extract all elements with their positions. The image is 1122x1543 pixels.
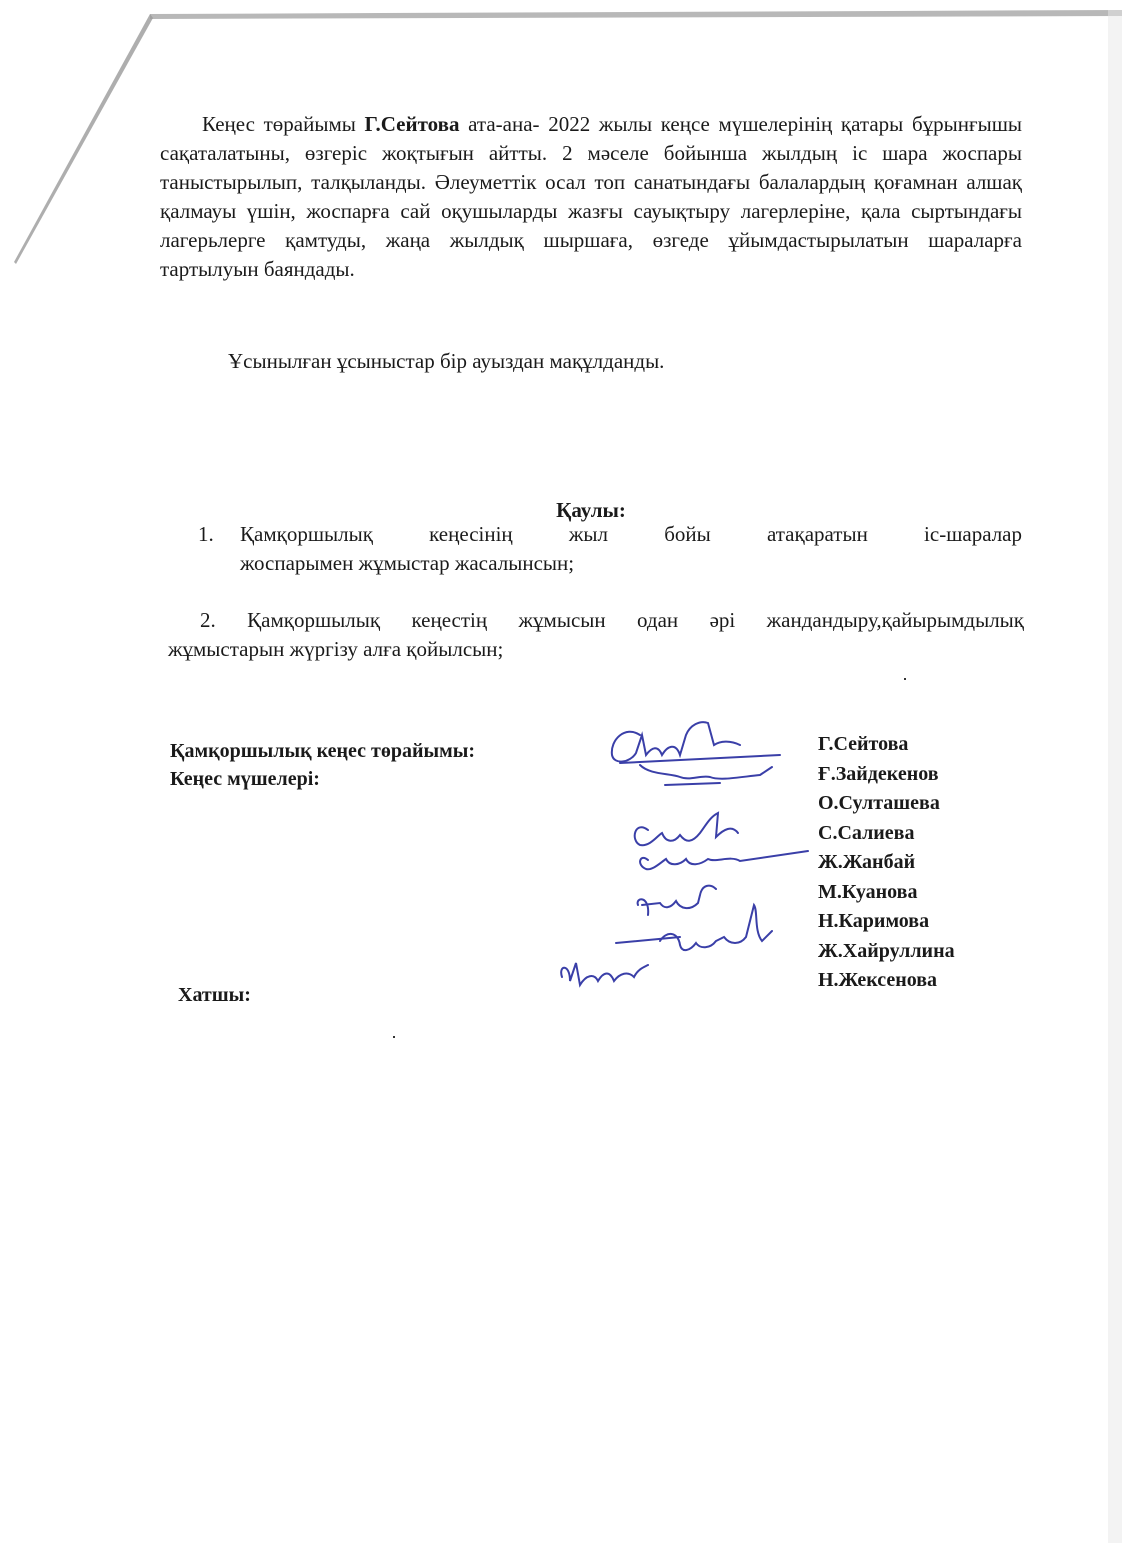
member-name: С.Салиева — [818, 821, 915, 844]
handwritten-signatures — [540, 705, 820, 1015]
resolution-heading: Қаулы: — [556, 498, 626, 522]
resolution-item-2-line2: жұмыстарын жүргізу алға қойылсын; — [168, 637, 504, 661]
member-name: Ж.Жанбай — [818, 851, 916, 873]
paragraph-report — [160, 110, 1022, 284]
resolution-item-2-line1: 2. Қамқоршылық кеңестің жұмысын одан әрі жандандыру,қайырымдылық — [200, 608, 1024, 632]
member-name: Н.Каримова — [818, 910, 930, 932]
member-name: Ж.Хайруллина — [818, 939, 955, 962]
members-label: Кеңес мүшелері: — [170, 768, 320, 790]
member-name: Г.Сейтова — [818, 733, 909, 755]
resolution-item-1 — [198, 520, 1022, 578]
member-name: Ғ.Зайдекенов — [818, 762, 939, 785]
chair-label: Қамқоршылық кеңес төрайымы: — [170, 740, 476, 762]
resolution-item-1-number: 1. — [198, 522, 214, 546]
member-name: О.Султашева — [818, 792, 940, 814]
resolution-item-1-line1: Қамқоршылық кеңесінің жыл бойы атақаратын іс-шаралар — [240, 522, 1022, 546]
scan-speck — [904, 678, 906, 680]
chair-name-inline: Г.Сейтова — [364, 112, 460, 136]
secretary-label: Хатшы: — [178, 984, 251, 1006]
member-names-list — [818, 730, 955, 996]
report-text-after: ата-ана- 2022 жылы кеңсе мүшелерінің қатары бұрынғышы сақаталатыны, өзгеріс жоқтығын айтты. 2 мәселе бойынша жылдың іс шара жоспары таныстырылып, талқыланды. Әлеуметтік осал топ санатындағы балалардың қоғамнан алшақ қалмауы үшін, жоспарға сай оқушыларды жазғы сауықтыру лагерлеріне, қала сыртындағы лагерьлерге қамтуды, жаңа жылдық шыршаға, өзгеде ұйымдастырылатын шараларға тартылуын баяндады. — [160, 112, 1022, 281]
paragraph-approval: Ұсынылған ұсыныстар бір ауыздан мақұлданды. — [228, 349, 665, 373]
member-name: Н.Жексенова — [818, 969, 938, 991]
resolution-item-2 — [168, 606, 1024, 664]
resolution-item-1-line2: жоспарымен жұмыстар жасалынсын; — [240, 551, 575, 575]
member-name: М.Куанова — [818, 880, 918, 903]
report-text-before: Кеңес төрайымы — [202, 112, 365, 136]
scan-speck — [393, 1036, 395, 1038]
